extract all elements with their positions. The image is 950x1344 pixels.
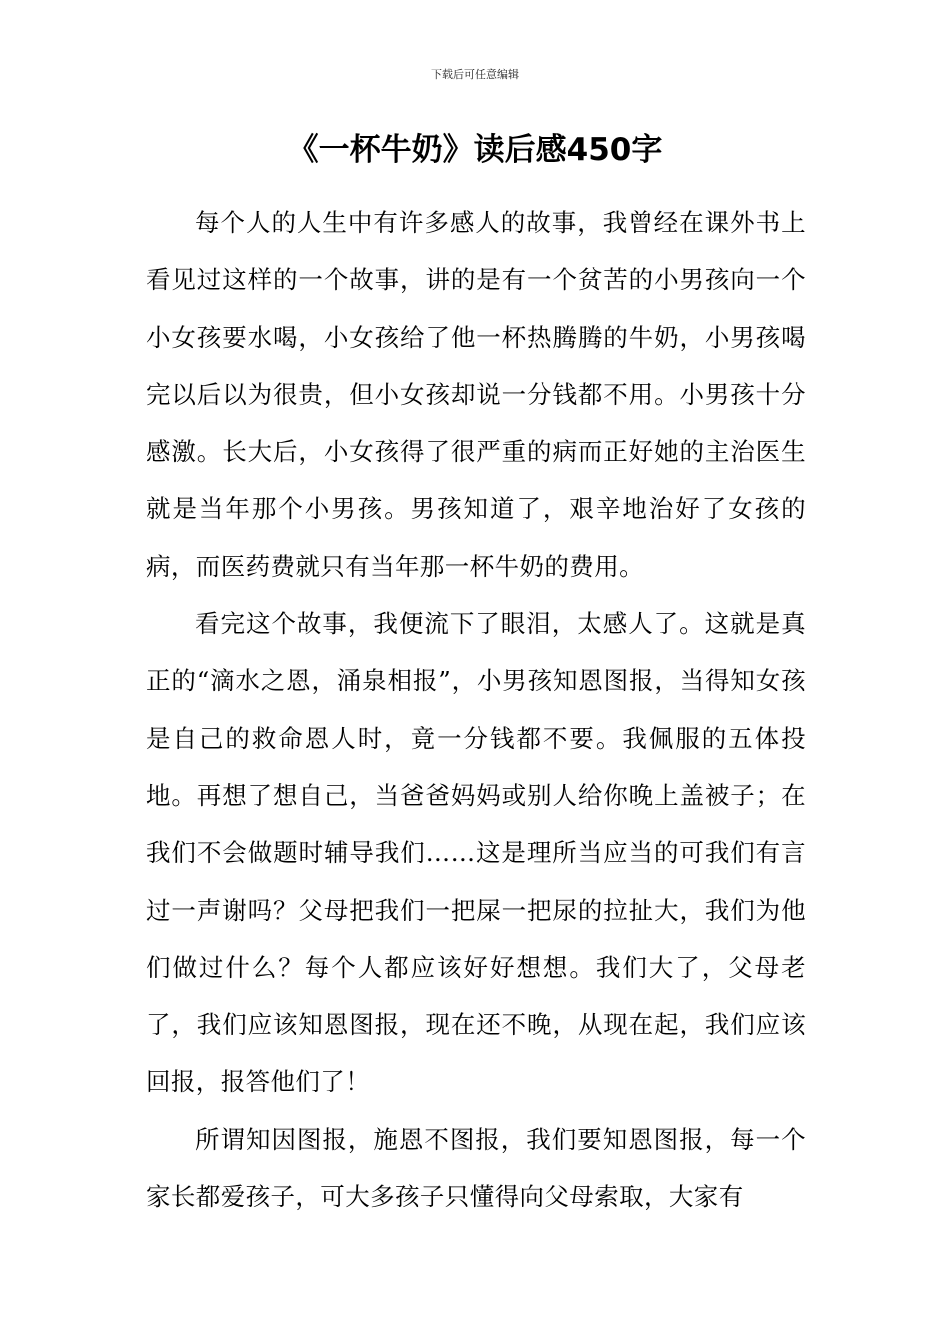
document-body xyxy=(146,194,806,1225)
document-title: 《一杯牛奶》读后感450字 xyxy=(287,132,663,168)
paragraph-3: 所谓知因图报，施恩不图报，我们要知恩图报，每一个家长都爱孩子，可大多孩子只懂得向父母索取，大家有 xyxy=(146,1124,806,1212)
paragraph-1: 每个人的人生中有许多感人的故事，我曾经在课外书上看见过这样的一个故事，讲的是有一个贫苦的小男孩向一个小女孩要水喝，小女孩给了他一杯热腾腾的牛奶，小男孩喝完以后以为很贵，但小女孩却说一分钱都不用。小男孩十分感激。长大后，小女孩得了很严重的病而正好她的主治医生就是当年那个小男孩。男孩知道了，艰辛地治好了女孩的病，而医药费就只有当年那一杯牛奶的费用。 xyxy=(146,208,806,581)
paragraph-2: 看完这个故事，我便流下了眼泪，太感人了。这就是真正的“滴水之恩，涌泉相报”，小男孩知恩图报，当得知女孩是自己的救命恩人时，竟一分钱都不要。我佩服的五体投地。再想了想自己，当爸爸妈妈或别人给你晚上盖被子；在我们不会做题时辅导我们……这是理所当应当的可我们有言过一声谢吗？父母把我们一把屎一把尿的拉扯大，我们为他们做过什么？每个人都应该好好想想。我们大了，父母老了，我们应该知恩图报，现在还不晚，从现在起，我们应该回报，报答他们了！ xyxy=(146,609,806,1097)
page-header-note: 下载后可任意编辑 xyxy=(431,68,519,81)
